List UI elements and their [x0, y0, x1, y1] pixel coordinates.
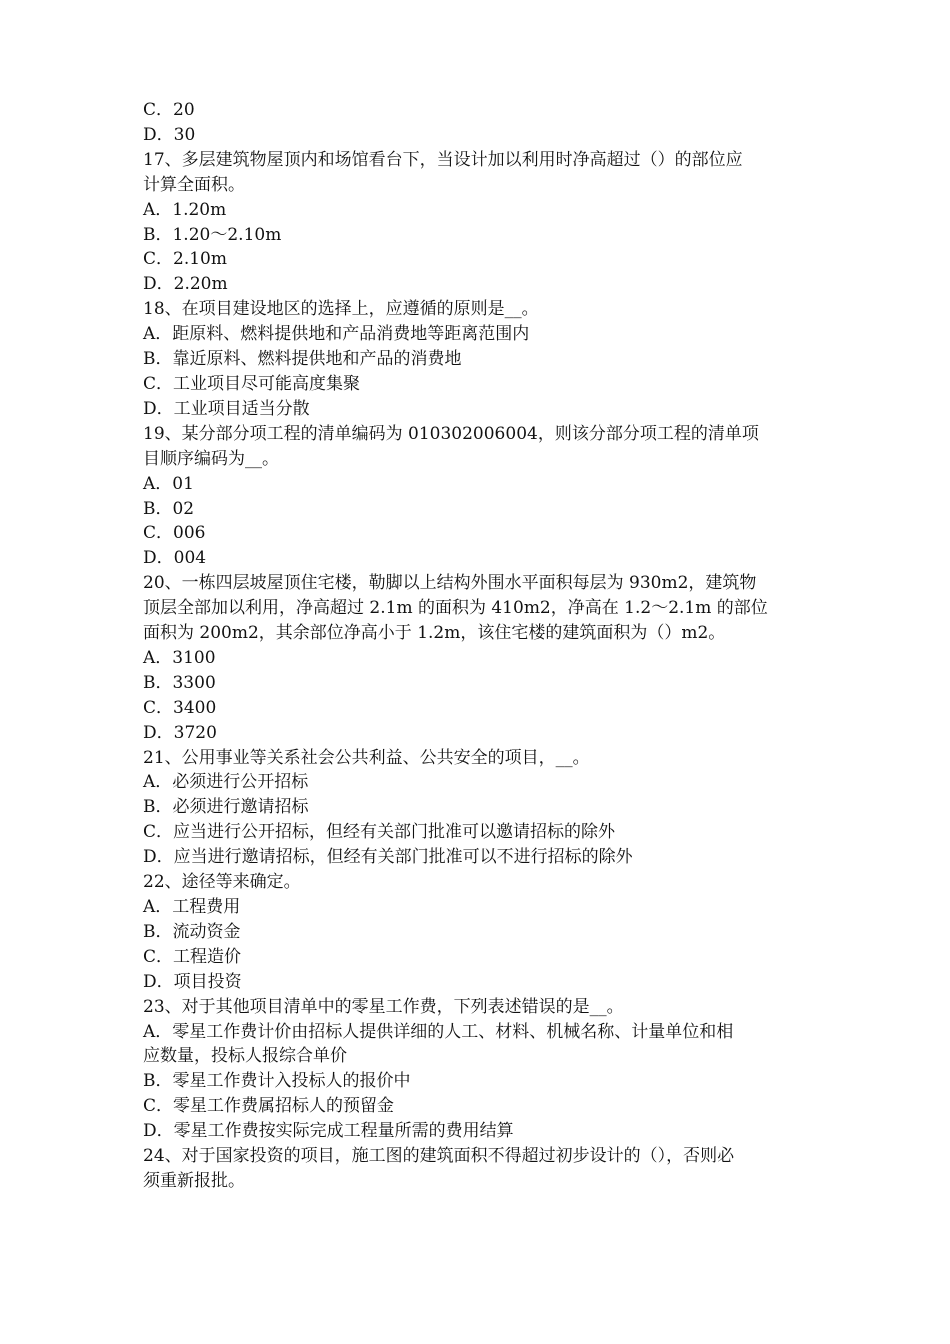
text-line: C．20	[143, 100, 195, 120]
question-24-line-1: 24、对于国家投资的项目，施工图的建筑面积不得超过初步设计的（），否则必	[143, 1146, 735, 1167]
question-22-line-1: 22、途径等来确定。	[143, 872, 301, 893]
option-line: C．工程造价	[143, 946, 242, 967]
option-line: D．工业项目适当分散	[143, 398, 310, 419]
option-line: A．工程费用	[143, 897, 241, 917]
option-line: B．必须进行邀请招标	[143, 797, 309, 818]
option-line: D．3720	[143, 722, 217, 743]
option-line: A．3100	[143, 647, 216, 668]
option-line: B．3300	[143, 672, 216, 693]
option-line: C．3400	[143, 697, 217, 718]
option-line: B．零星工作费计入投标人的报价中	[143, 1071, 411, 1092]
option-line: D．项目投资	[143, 971, 242, 992]
option-line: C．2.10m	[143, 249, 227, 270]
option-line: D．零星工作费按实际完成工程量所需的费用结算	[143, 1121, 514, 1142]
option-line: A．距原料、燃料提供地和产品消费地等距离范围内	[143, 324, 530, 345]
question-23-line-1: 23、对于其他项目清单中的零星工作费，下列表述错误的是__。	[143, 996, 624, 1017]
question-24-line-2: 须重新报批。	[143, 1170, 245, 1191]
option-line: C．工业项目尽可能高度集聚	[143, 373, 361, 394]
option-line: D．004	[143, 548, 207, 569]
option-line: A．零星工作费计价由招标人提供详细的人工、材料、机械名称、计量单位和相	[143, 1021, 734, 1042]
option-line: A．1.20m	[143, 199, 227, 220]
option-line-continued: 应数量，投标人报综合单价	[143, 1046, 347, 1067]
option-line: D．应当进行邀请招标，但经有关部门批准可以不进行招标的除外	[143, 847, 633, 868]
question-18-line-1: 18、在项目建设地区的选择上，应遵循的原则是__。	[143, 299, 539, 320]
option-line: B．1.20～2.10m	[143, 224, 282, 245]
question-19-line-2: 目顺序编码为__。	[143, 448, 279, 469]
option-line: A．01	[143, 473, 194, 494]
question-20-line-2: 顶层全部加以利用，净高超过 2.1m 的面积为 410m2，净高在 1.2～2.1m 的部位	[143, 598, 768, 619]
question-19-line-1: 19、某分部分项工程的清单编码为 010302006004，则该分部分项工程的清单项	[143, 423, 759, 444]
question-17-line-2: 计算全面积。	[143, 174, 245, 195]
text-line: D．30	[143, 124, 196, 145]
document-page	[143, 98, 823, 1194]
question-20-line-3: 面积为 200m2，其余部位净高小于 1.2m，该住宅楼的建筑面积为（）m2。	[143, 623, 726, 644]
option-line: B．流动资金	[143, 921, 241, 942]
question-17-line-1: 17、多层建筑物屋顶内和场馆看台下，当设计加以利用时净高超过（）的部位应	[143, 149, 743, 170]
question-20-line-1: 20、一栋四层坡屋顶住宅楼，勒脚以上结构外围水平面积每层为 930m2，建筑物	[143, 573, 757, 594]
option-line: C．零星工作费属招标人的预留金	[143, 1096, 395, 1117]
option-line: C．006	[143, 523, 206, 544]
option-line: C．应当进行公开招标，但经有关部门批准可以邀请招标的除外	[143, 822, 616, 843]
option-line: A．必须进行公开招标	[143, 772, 309, 793]
option-line: B．靠近原料、燃料提供地和产品的消费地	[143, 349, 462, 370]
option-line: D．2.20m	[143, 274, 228, 295]
option-line: B．02	[143, 498, 195, 519]
question-21-line-1: 21、公用事业等关系社会公共利益、公共安全的项目，__。	[143, 747, 590, 768]
